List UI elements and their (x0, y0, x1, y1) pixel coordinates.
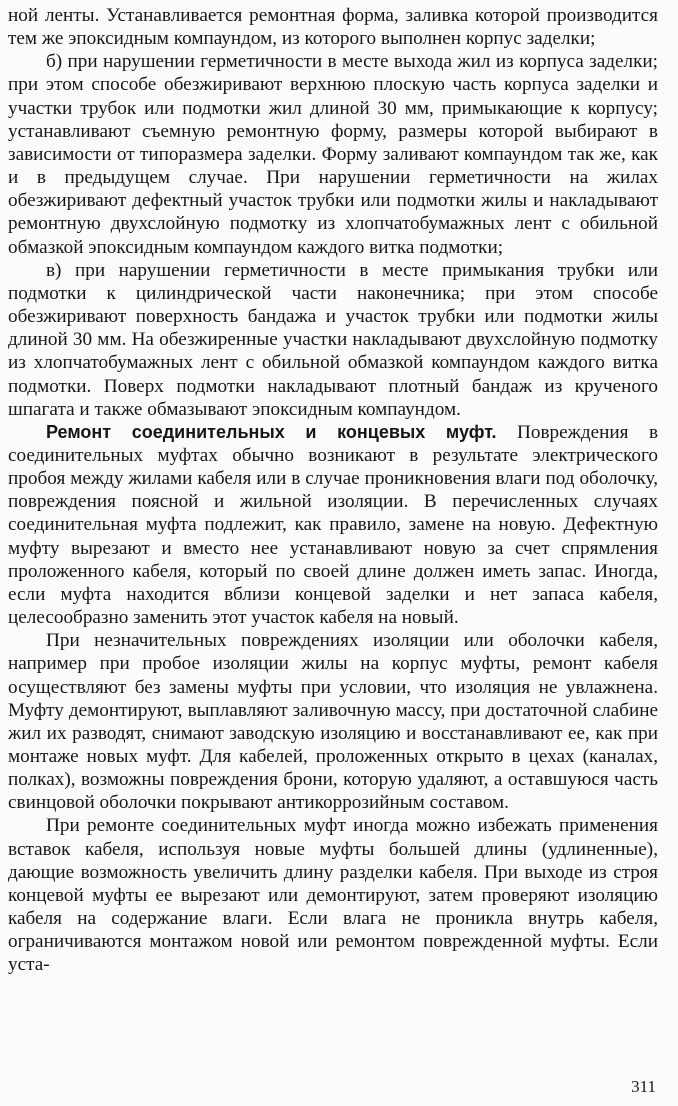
section-heading: Ремонт соединительных и концевых муфт. (46, 421, 497, 442)
paragraph-coupling-repair: При ремонте соединительных муфт иногда можно избежать применения вставок кабеля, используя новые муфты большей длины (удлиненные), дающие возможность увеличить длину разделки кабеля. При выходе из строя концевой муфты ее вырезают или демонтируют, затем проверяют изоляцию кабеля на содержание влаги. Если влага не проникла внутрь кабеля, ограничиваются монтажом новой или ремонтом поврежденной муфты. Если уста- (8, 815, 658, 976)
paragraph-item-v: в) при нарушении герметичности в месте примыкания трубки или подмотки к цилиндрической части наконечника; при этом способе обезжиривают поверхность бандажа и участок трубки или подмотки жилы длиной 30 мм. На обезжиренные участки накладывают двухслойную подмотку из хлопчатобумажных лент с обильной обмазкой компаундом каждого витка подмотки. Поверх подмотки накладывают плотный бандаж из крученого шпагата и также обмазывают эпоксидным компаундом. (8, 259, 658, 420)
paragraph-continuation: ной ленты. Устанавливается ремонтная форма, заливка которой производится тем же эпоксидным компаундом, из которого выполнен корпус заделки; (8, 5, 658, 50)
paragraph-item-b: б) при нарушении герметичности в месте выхода жил из корпуса заделки; при этом способе обезжиривают верхнюю плоскую часть корпуса заделки и участки трубок или подмотки жил длиной 30 мм, примыкающие к корпусу; устанавливают съемную ремонтную форму, размеры которой выбирают в зависимости от типоразмера заделки. Форму заливают компаундом так же, как и в предыдущем случае. При нарушении герметичности на жилах обезжиривают дефектный участок трубки или подмотки жилы и накладывают ремонтную двухслойную подмотку из хлопчатобумажных лент с обильной обмазкой эпоксидным компаундом каждого витка подмотки; (8, 51, 658, 258)
paragraph-minor-damage: При незначительных повреждениях изоляции или оболочки кабеля, например при пробое изоляции жилы на корпус муфты, ремонт кабеля осуществляют без замены муфты при условии, что изоляция не увлажнена. Муфту демонтируют, выплавляют заливочную массу, при достаточной слабине жил их разводят, снимают заводскую изоляцию и восстанавливают ее, как при монтаже новых муфт. Для кабелей, проложенных открыто в цехах (каналах, полках), возможны повреждения брони, которую удаляют, а оставшуюся часть свинцовой оболочки покрывают антикоррозийным составом. (8, 630, 658, 814)
page-number: 311 (631, 1077, 656, 1096)
paragraph-section-repair (8, 421, 658, 629)
page-text (8, 4, 658, 977)
section-body: Повреждения в соединительных муфтах обычно возникают в результате электрического пробоя между жилами кабеля или в случае проникновения влаги под оболочку, повреждения поясной и жильной изоляции. В перечисленных случаях соединительная муфта подлежит, как правило, замене на новую. Дефектную муфту вырезают и вместо нее устанавливают новую за счет спрямления проложенного кабеля, который по своей длине должен иметь запас. Иногда, если муфта находится вблизи концевой заделки и нет запаса кабеля, целесообразно заменить этот участок кабеля на новый. (8, 421, 659, 629)
